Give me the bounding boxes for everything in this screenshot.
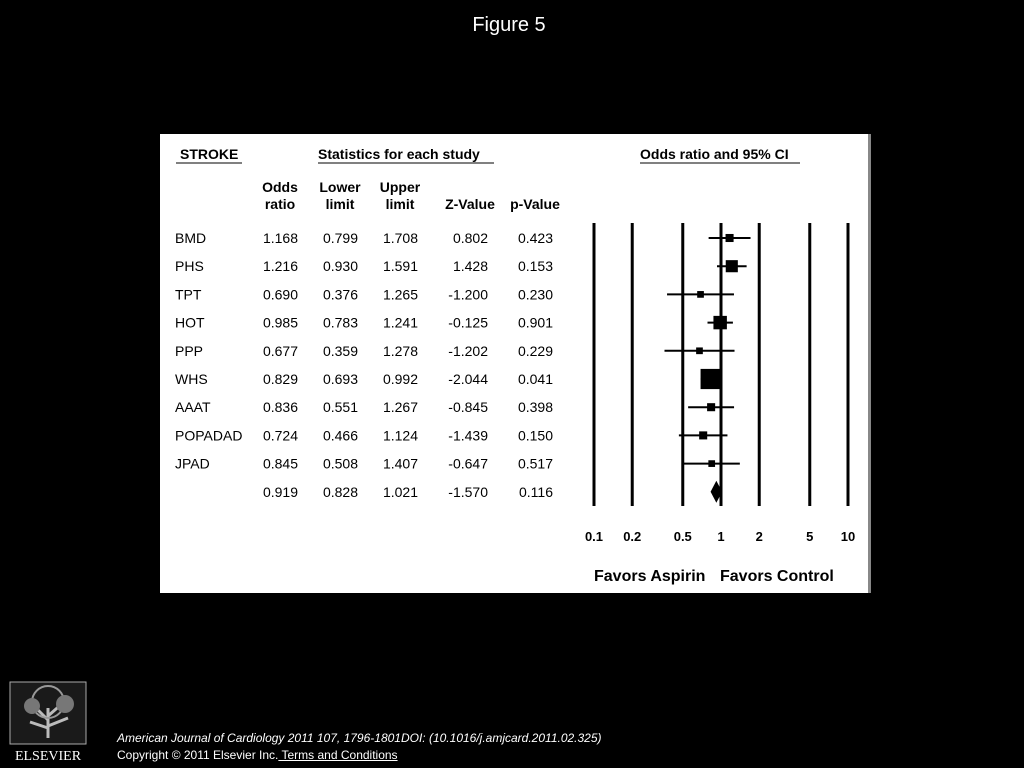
study-lower-limit-value: 0.799 bbox=[322, 230, 358, 246]
study-upper-limit-value: 1.278 bbox=[382, 342, 418, 359]
study-p-value-value: 0.517 bbox=[517, 455, 553, 472]
study-upper-limit-value: 1.124 bbox=[382, 427, 418, 444]
study-p-value-value: 0.150 bbox=[517, 427, 553, 444]
study-name: TPT bbox=[175, 286, 202, 303]
study-odds-ratio-value: 0.690 bbox=[262, 286, 298, 303]
x-tick-label: 0.5 bbox=[673, 529, 692, 544]
study-odds-ratio-value: 0.829 bbox=[262, 371, 298, 387]
study-odds-ratio-value: 1.216 bbox=[262, 258, 298, 275]
study-z-value-value: -0.845 bbox=[448, 399, 488, 416]
study-name: AAAT bbox=[175, 399, 211, 416]
study-lower-limit-value: 0.359 bbox=[322, 342, 358, 359]
study-z-value-value: -1.200 bbox=[448, 286, 488, 303]
study-z-value-value: 1.428 bbox=[452, 258, 488, 275]
stats-header: Statistics for each study bbox=[318, 146, 480, 162]
study-odds-ratio-value: 0.677 bbox=[262, 342, 298, 359]
x-tick-label: 2 bbox=[755, 529, 763, 544]
terms-link[interactable]: Terms and Conditions bbox=[278, 748, 398, 762]
column-header-upper-limit-line1: Upper bbox=[379, 179, 421, 195]
x-tick-label: 10 bbox=[840, 529, 856, 544]
citation: American Journal of Cardiology 2011 107, 1796-1801DOI: (10.1016/j.amjcard.2011.02.325) bbox=[117, 731, 602, 745]
elsevier-logo bbox=[8, 680, 88, 764]
study-z-value-value: -2.044 bbox=[448, 371, 488, 387]
forest-plot-panel bbox=[160, 134, 871, 593]
column-header-odds-ratio-line2: ratio bbox=[264, 196, 296, 212]
study-lower-limit-value: 0.376 bbox=[322, 286, 358, 303]
study-z-value-value: -0.125 bbox=[448, 314, 488, 331]
study-name: WHS bbox=[175, 371, 208, 387]
study-p-value-value: 0.423 bbox=[517, 230, 553, 246]
x-tick-label: 0.2 bbox=[623, 529, 642, 544]
study-upper-limit-value: 1.267 bbox=[382, 399, 418, 416]
study-upper-limit-value: 1.708 bbox=[382, 230, 418, 246]
study-rows bbox=[175, 230, 553, 500]
copyright bbox=[117, 748, 398, 762]
point-estimate-marker bbox=[708, 460, 715, 467]
study-lower-limit-value: 0.508 bbox=[322, 455, 358, 472]
column-header-lower-limit-line1: Lower bbox=[319, 179, 361, 195]
study-z-value-value: 0.802 bbox=[452, 230, 488, 246]
point-estimate-marker bbox=[701, 369, 721, 389]
favors-right-label: Favors Control bbox=[720, 568, 834, 585]
x-tick-label: 1 bbox=[717, 529, 725, 544]
study-p-value-value: 0.229 bbox=[517, 342, 553, 359]
column-headers bbox=[262, 179, 560, 212]
summary-lower-limit-value: 0.828 bbox=[322, 483, 358, 500]
study-name: PHS bbox=[175, 258, 204, 275]
column-header-lower-limit-line2: limit bbox=[325, 196, 355, 212]
study-lower-limit-value: 0.930 bbox=[322, 258, 358, 275]
point-estimate-marker bbox=[707, 403, 715, 411]
point-estimate-marker bbox=[726, 260, 738, 272]
favors-left-label: Favors Aspirin bbox=[594, 568, 706, 585]
study-odds-ratio-value: 1.168 bbox=[262, 230, 298, 246]
study-lower-limit-value: 0.466 bbox=[322, 427, 358, 444]
elsevier-wordmark: ELSEVIER bbox=[14, 749, 82, 764]
study-z-value-value: -1.439 bbox=[448, 427, 488, 444]
summary-z-value-value: -1.570 bbox=[448, 483, 488, 500]
column-header-p-value-line2: p-Value bbox=[510, 196, 560, 212]
forest-area bbox=[594, 223, 848, 506]
forest-plot bbox=[160, 134, 868, 593]
study-lower-limit-value: 0.551 bbox=[322, 399, 358, 416]
study-p-value-value: 0.901 bbox=[517, 314, 553, 331]
study-lower-limit-value: 0.783 bbox=[322, 314, 358, 331]
column-header-odds-ratio-line1: Odds bbox=[262, 179, 298, 195]
study-name: BMD bbox=[175, 230, 207, 246]
study-odds-ratio-value: 0.836 bbox=[262, 399, 298, 416]
study-z-value-value: -0.647 bbox=[448, 455, 488, 472]
x-tick-label: 0.1 bbox=[584, 529, 604, 544]
point-estimate-marker bbox=[696, 347, 703, 354]
study-p-value-value: 0.398 bbox=[517, 399, 553, 416]
study-z-value-value: -1.202 bbox=[448, 342, 488, 359]
study-odds-ratio-value: 0.724 bbox=[262, 427, 298, 444]
point-estimate-marker bbox=[699, 431, 707, 439]
study-name: HOT bbox=[175, 314, 205, 331]
study-name: JPAD bbox=[175, 455, 210, 472]
study-p-value-value: 0.230 bbox=[517, 286, 553, 303]
study-p-value-value: 0.041 bbox=[517, 371, 553, 387]
summary-p-value-value: 0.116 bbox=[519, 483, 553, 500]
study-upper-limit-value: 0.992 bbox=[382, 371, 418, 387]
study-upper-limit-value: 1.241 bbox=[382, 314, 418, 331]
study-p-value-value: 0.153 bbox=[517, 258, 553, 275]
study-upper-limit-value: 1.407 bbox=[382, 455, 418, 472]
copyright-text: Copyright © 2011 Elsevier Inc. bbox=[117, 748, 279, 762]
slide-title: Figure 5 bbox=[472, 14, 546, 36]
column-header-z-value-line2: Z-Value bbox=[445, 196, 495, 212]
point-estimate-marker bbox=[697, 291, 704, 298]
summary-odds-ratio-value: 0.919 bbox=[262, 483, 298, 500]
study-upper-limit-value: 1.265 bbox=[382, 286, 418, 303]
study-odds-ratio-value: 0.845 bbox=[262, 455, 298, 472]
point-estimate-marker bbox=[713, 316, 726, 329]
x-tick-label: 5 bbox=[806, 529, 814, 544]
study-name: POPADAD bbox=[175, 427, 243, 444]
summary-upper-limit-value: 1.021 bbox=[382, 483, 418, 500]
point-estimate-marker bbox=[726, 234, 734, 242]
x-axis-ticks bbox=[585, 529, 855, 544]
study-lower-limit-value: 0.693 bbox=[322, 371, 358, 387]
study-odds-ratio-value: 0.985 bbox=[262, 314, 298, 331]
plot-header: Odds ratio and 95% CI bbox=[640, 146, 789, 162]
study-upper-limit-value: 1.591 bbox=[382, 258, 418, 275]
column-header-upper-limit-line2: limit bbox=[385, 196, 415, 212]
study-name: PPP bbox=[175, 342, 204, 359]
outcome-label: STROKE bbox=[180, 146, 239, 162]
